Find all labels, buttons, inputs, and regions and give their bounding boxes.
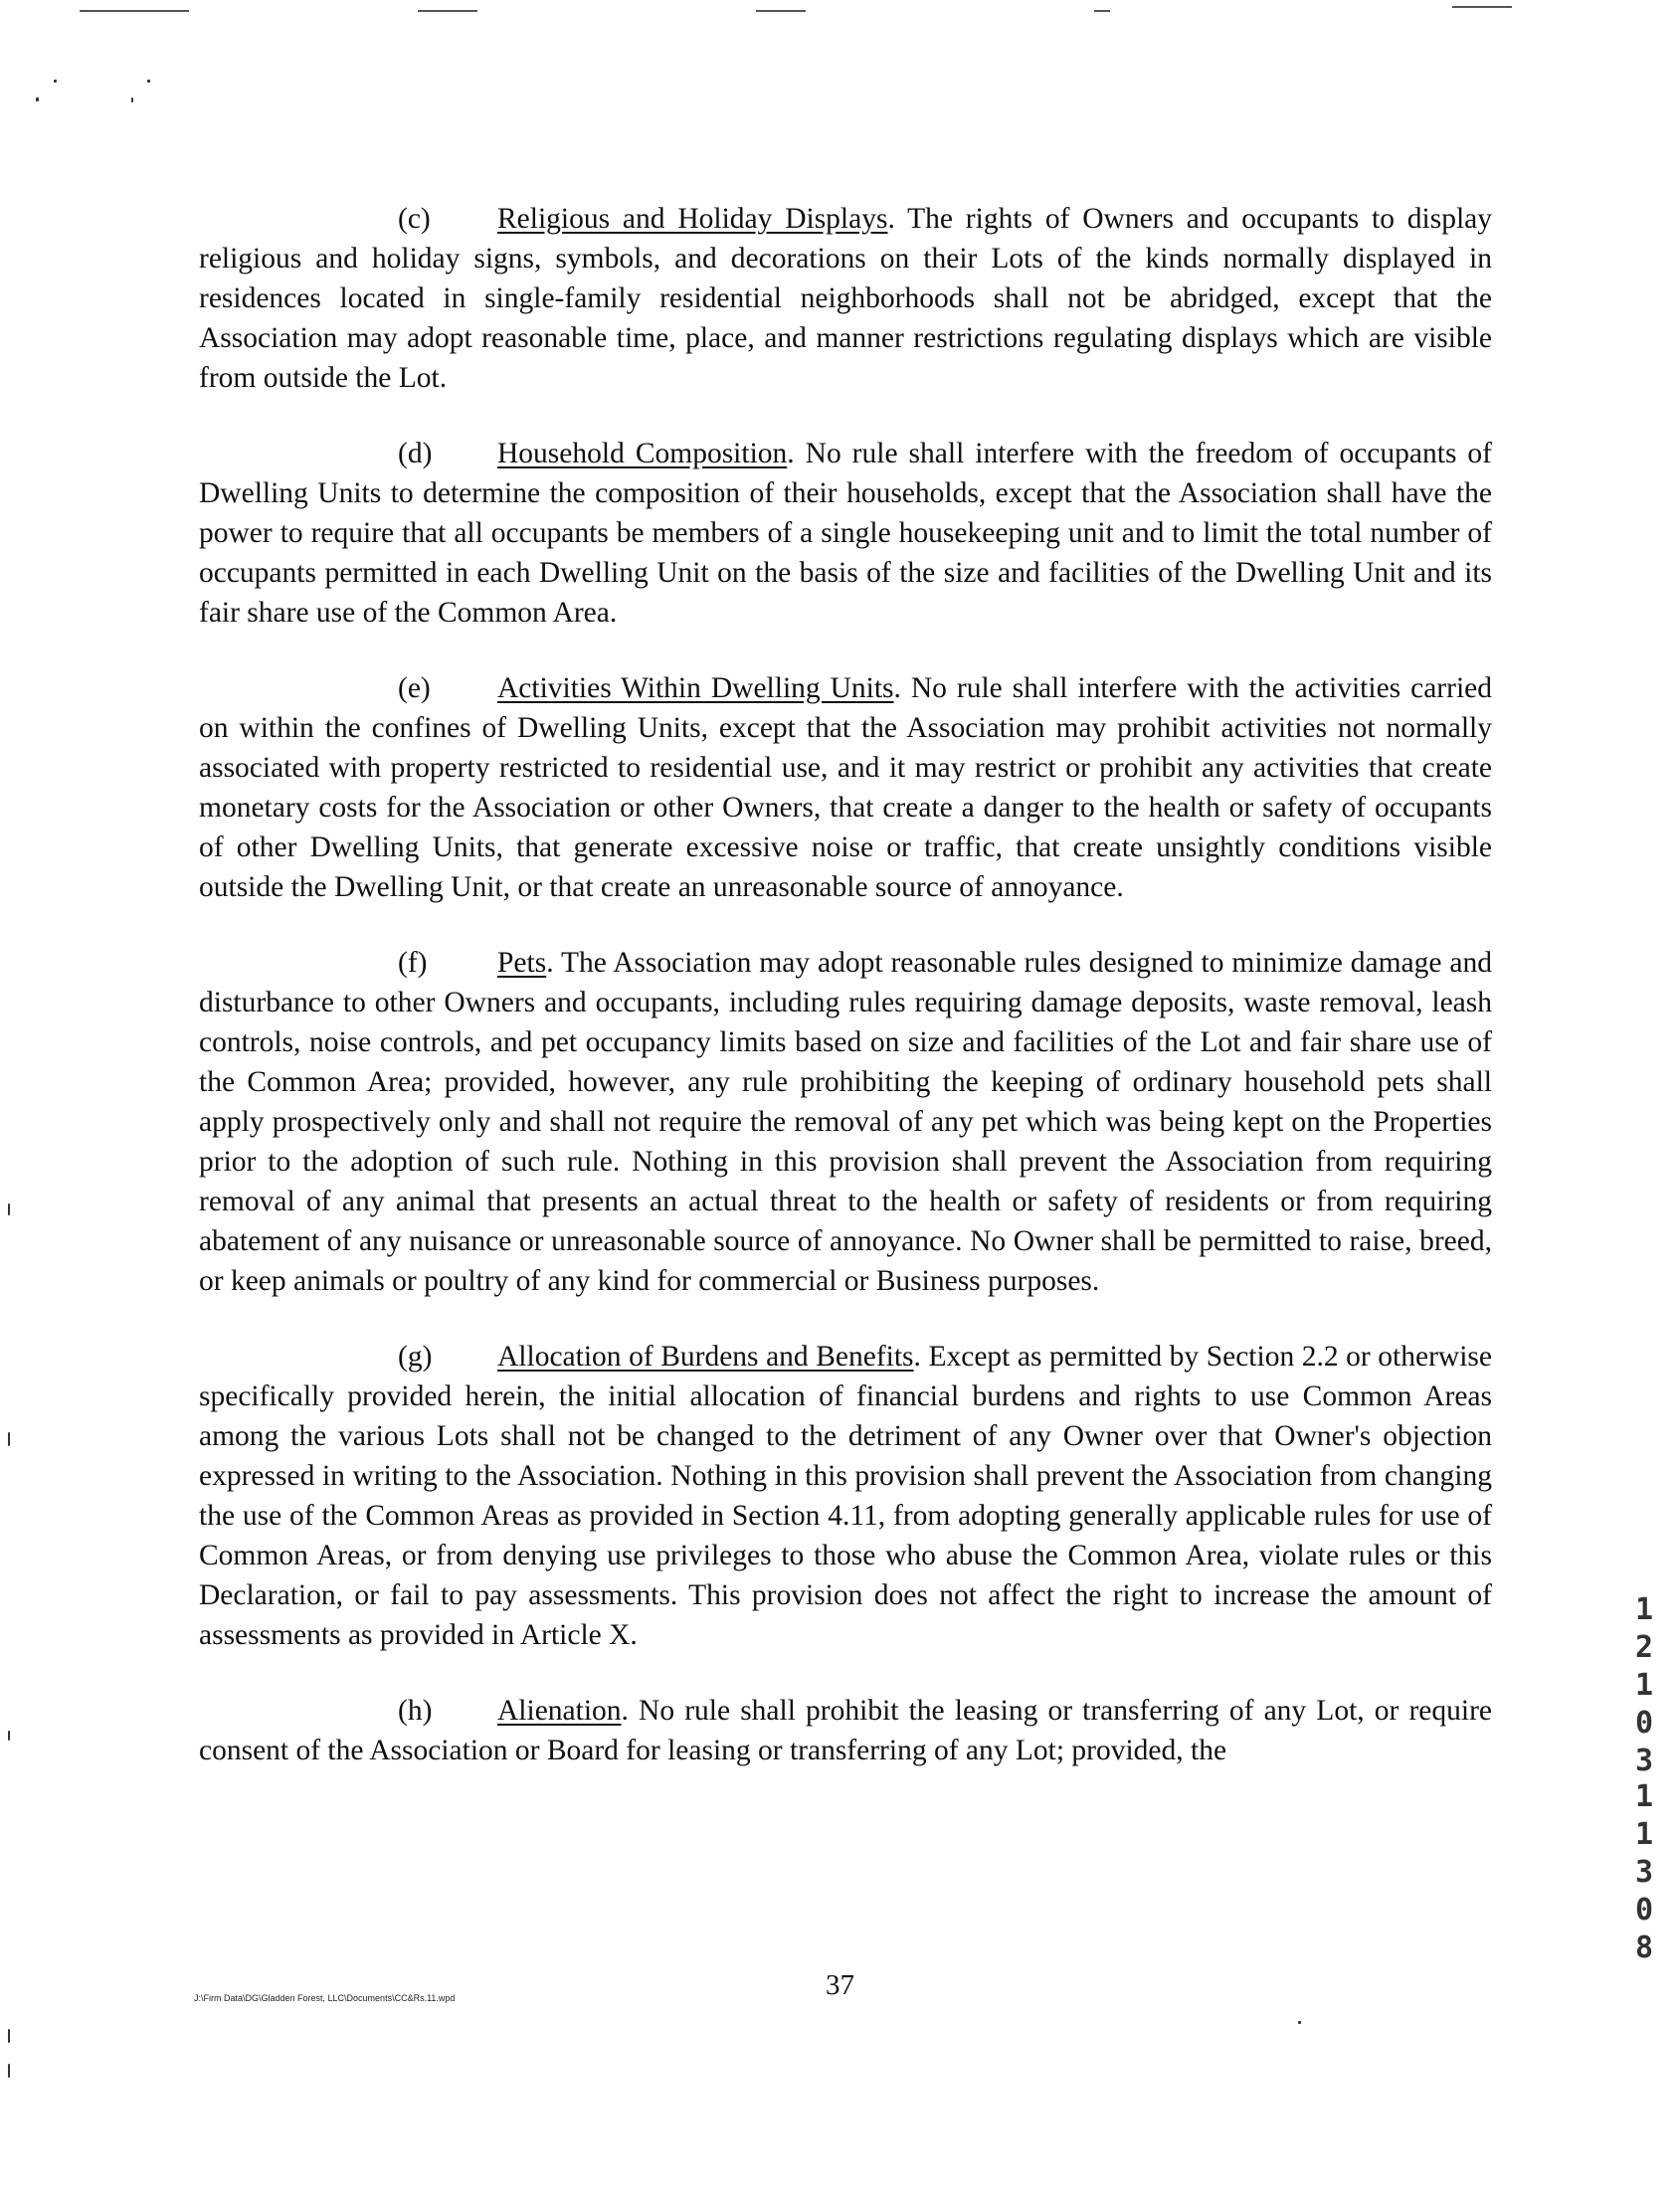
scan-artifact-line (1094, 10, 1110, 12)
page-number: 37 (826, 1969, 854, 2001)
scan-artifact-line (418, 10, 477, 12)
paragraph-g (199, 1337, 1492, 1655)
paragraph-heading: Household Composition (497, 438, 788, 469)
scan-speck (8, 1731, 10, 1741)
scan-speck (8, 2064, 10, 2078)
scan-artifact-line (1452, 6, 1512, 8)
paragraph-label: (h) (398, 1695, 433, 1727)
paragraph-text: . No rule shall interfere with the activities carried on within the confines of Dwelling Units, except that the Association may prohibit activities not normally associated with property restricted to residential use, and it may restrict or prohibit any activities that create monetary costs for the Association or other Owners, that create a danger to the health or safety of occupants of other Dwelling Units, that generate excessive noise or traffic, that create unsightly conditions visible outside the Dwelling Unit, or that create an unreasonable source of annoyance. (199, 672, 1492, 903)
paragraph-e (199, 668, 1492, 907)
stamp-digit: 8 (1634, 1931, 1654, 1965)
stamp-digit: 3 (1634, 1855, 1654, 1890)
paragraph-text: . No rule shall interfere with the freedom of occupants of Dwelling Units to determine the composition of their households, except that the Association shall have the power to require that all occupants be members of a single housekeeping unit and to limit the total number of occupants permitted in each Dwelling Unit on the basis of the size and facilities of the Dwelling Unit and its fair share use of the Common Area. (199, 438, 1492, 629)
stamp-digit: 1 (1634, 1817, 1654, 1852)
paragraph-c (199, 199, 1492, 398)
margin-recording-stamp-lower (1629, 1778, 1659, 1967)
scan-speck (36, 97, 39, 101)
stamp-digit: 0 (1634, 1706, 1654, 1741)
scan-speck (1298, 2021, 1301, 2024)
footer-file-path: J:\Firm Data\DG\Gladden Forest, LLC\Documents\CC&Rs.11.wpd (194, 1993, 456, 2003)
stamp-digit: 1 (1634, 1668, 1654, 1703)
scan-speck (147, 80, 150, 83)
paragraph-heading: Alienation (497, 1695, 622, 1727)
document-body (199, 199, 1492, 1806)
stamp-digit: 3 (1634, 1744, 1654, 1778)
paragraph-label: (f) (398, 947, 428, 979)
paragraph-label: (d) (398, 438, 433, 469)
paragraph-d (199, 434, 1492, 633)
scan-speck (54, 80, 57, 83)
paragraph-text: . Except as permitted by Section 2.2 or otherwise specifically provided herein, the initial allocation of financial burdens and rights to use Common Areas among the various Lots shall not be changed to the detriment of any Owner over that Owner's objection expressed in writing to the Association. Nothing in this provision shall prevent the Association from changing the use of the Common Areas as provided in Section 4.11, from adopting generally applicable rules for use of Common Areas, or from denying use privileges to those who abuse the Common Area, violate rules or this Declaration, or fail to pay assessments. This provision does not affect the right to increase the amount of assessments as provided in Article X. (199, 1341, 1492, 1651)
paragraph-heading: Activities Within Dwelling Units (497, 672, 894, 704)
paragraph-heading: Pets (497, 947, 547, 979)
paragraph-h (199, 1691, 1492, 1770)
scan-speck (131, 97, 133, 102)
paragraph-label: (g) (398, 1341, 433, 1373)
paragraph-text: . The rights of Owners and occupants to display religious and holiday signs, symbols, and decorations on their Lots of the kinds normally displayed in residences located in single-family residential neighborhoods shall not be abridged, except that the Association may adopt reasonable time, place, and manner restrictions regulating displays which are visible from outside the Lot. (199, 203, 1492, 394)
paragraph-label: (c) (398, 203, 431, 235)
paragraph-text: . The Association may adopt reasonable rules designed to minimize damage and disturbance to other Owners and occupants, including rules requiring damage deposits, waste removal, leash controls, noise controls, and pet occupancy limits based on size and facilities of the Lot and fair share use of the Common Area; provided, however, any rule prohibiting the keeping of ordinary household pets shall apply prospectively only and shall not require the removal of any pet which was being kept on the Properties prior to the adoption of such rule. Nothing in this provision shall prevent the Association from requiring removal of any animal that presents an actual threat to the health or safety of residents or from requiring abatement of any nuisance or unreasonable source of annoyance. No Owner shall be permitted to raise, breed, or keep animals or poultry of any kind for commercial or Business purposes. (199, 947, 1492, 1297)
paragraph-f (199, 943, 1492, 1301)
scan-speck (8, 1203, 10, 1215)
scan-artifact-line (80, 10, 189, 12)
stamp-digit: 2 (1634, 1630, 1654, 1665)
scan-speck (8, 1432, 10, 1446)
paragraph-text: . No rule shall prohibit the leasing or transferring of any Lot, or require consent of the Association or Board for leasing or transferring of any Lot; provided, the (199, 1695, 1492, 1766)
margin-recording-stamp-upper (1629, 1591, 1659, 1780)
scan-speck (8, 2029, 10, 2043)
stamp-digit: 0 (1634, 1893, 1654, 1928)
scan-artifact-line (756, 10, 806, 12)
paragraph-label: (e) (398, 672, 431, 704)
stamp-digit: 1 (1634, 1592, 1654, 1627)
paragraph-heading: Allocation of Burdens and Benefits (497, 1341, 914, 1373)
stamp-digit: 1 (1634, 1779, 1654, 1814)
paragraph-heading: Religious and Holiday Displays (497, 203, 888, 235)
